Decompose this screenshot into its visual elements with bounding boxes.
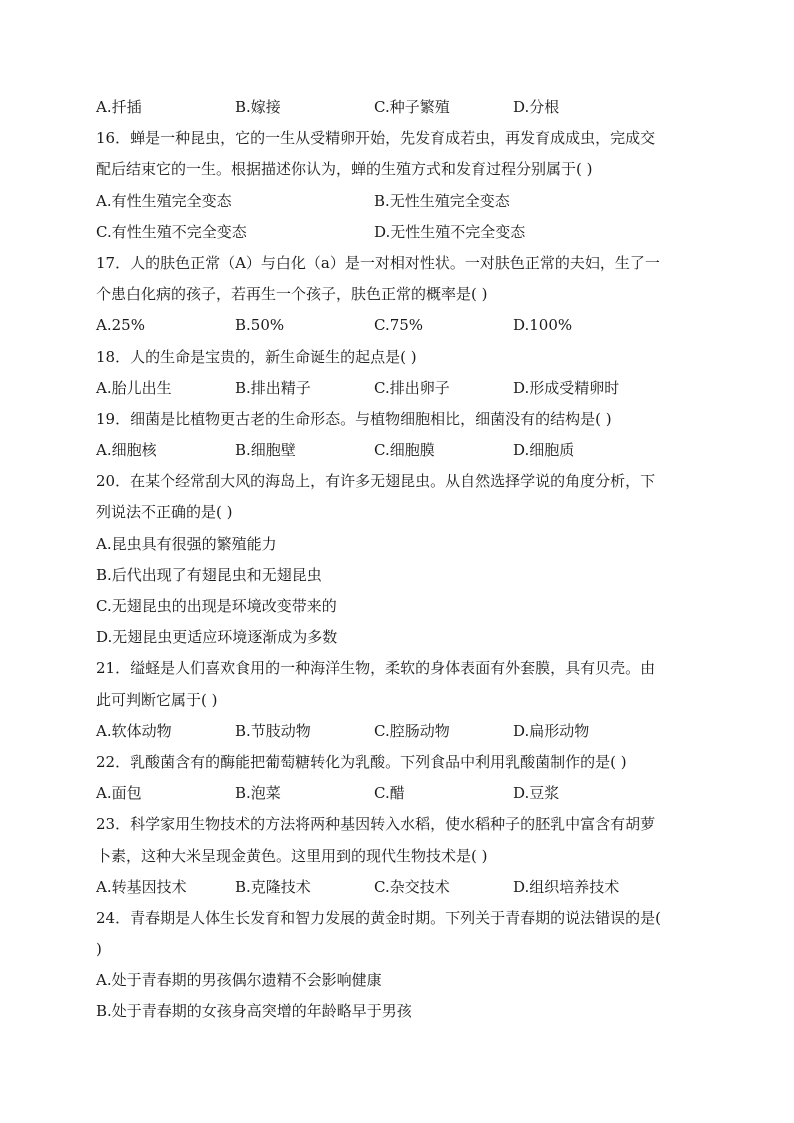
q22-option-b[interactable]: B.泡菜 [235, 784, 281, 803]
q21-options [96, 716, 706, 747]
q19-option-c[interactable]: C.细胞膜 [374, 441, 435, 460]
q22-option-d[interactable]: D.豆浆 [513, 784, 560, 803]
q23-option-a[interactable]: A.转基因技术 [96, 877, 187, 896]
q24-stem-line-1: 24．青春期是人体生长发育和智力发展的黄金时期。下列关于青春期的说法错误的是( [96, 908, 661, 927]
q21-option-b[interactable]: B.节肢动物 [235, 721, 311, 740]
q19-option-b[interactable]: B.细胞壁 [235, 441, 296, 460]
q18-option-b[interactable]: B.排出精子 [235, 378, 311, 397]
q17-option-c[interactable]: C.75% [374, 316, 424, 335]
q23-option-c[interactable]: C.杂交技术 [374, 877, 450, 896]
q20-option-c[interactable]: C.无翅昆虫的出现是环境改变带来的 [96, 597, 337, 615]
q17-option-b[interactable]: B.50% [235, 316, 285, 335]
q16-option-c[interactable]: C.有性生殖不完全变态 [96, 222, 247, 241]
q24-stem-line-2: ) [96, 940, 102, 959]
q22-stem-line-1: 22．乳酸菌含有的酶能把葡萄糖转化为乳酸。下列食品中利用乳酸菌制作的是( ) [96, 752, 627, 771]
q22-options [96, 778, 706, 809]
q20-option-b[interactable]: B.后代出现了有翅昆虫和无翅昆虫 [96, 565, 322, 584]
q21-option-a[interactable]: A.软体动物 [96, 721, 172, 740]
q18-option-d[interactable]: D.形成受精卵时 [513, 378, 620, 397]
q20-stem-line-2: 列说法不正确的是( ) [96, 503, 233, 522]
q23-stem-line-1: 23．科学家用生物技术的方法将两种基因转入水稻，使水稻种子的胚乳中富含有胡萝 [96, 815, 656, 834]
q20-option-d[interactable]: D.无翅昆虫更适应环境逐渐成为多数 [96, 628, 338, 647]
q20-option-a[interactable]: A.昆虫具有很强的繁殖能力 [96, 534, 277, 553]
q23-option-d[interactable]: D.组织培养技术 [513, 877, 620, 896]
q21-stem-line-1: 21．缢蛏是人们喜欢食用的一种海洋生物，柔软的身体表面有外套膜，具有贝壳。由 [96, 659, 656, 678]
q17-option-d[interactable]: D.100% [513, 316, 573, 335]
q19-option-a[interactable]: A.细胞核 [96, 441, 157, 460]
q16-stem-line-1: 16．蝉是一种昆虫，它的一生从受精卵开始，先发育成若虫，再发育成成虫，完成交 [96, 129, 656, 148]
q15-option-a[interactable]: A.扦插 [96, 98, 142, 116]
q24-option-b[interactable]: B.处于青春期的女孩身高突增的年龄略早于男孩 [96, 1002, 412, 1021]
q23-stem-line-2: 卜素，这种大米呈现金黄色。这里用到的现代生物技术是( ) [96, 846, 488, 865]
q19-option-d[interactable]: D.细胞质 [513, 441, 575, 460]
q19-stem-line-1: 19．细菌是比植物更古老的生命形态。与植物细胞相比，细菌没有的结构是( ) [96, 409, 612, 428]
q19-options [96, 435, 706, 466]
q16-option-a[interactable]: A.有性生殖完全变态 [96, 191, 232, 210]
q18-stem-line-1: 18．人的生命是宝贵的，新生命诞生的起点是( ) [96, 347, 417, 366]
q15-option-b[interactable]: B.嫁接 [235, 98, 281, 116]
q15-option-c[interactable]: C.种子繁殖 [374, 98, 450, 116]
q21-option-c[interactable]: C.腔肠动物 [374, 721, 450, 740]
q16-option-b[interactable]: B.无性生殖完全变态 [374, 191, 510, 210]
q22-option-a[interactable]: A.面包 [96, 784, 142, 803]
q17-option-a[interactable]: A.25% [96, 316, 145, 335]
q23-options [96, 872, 706, 903]
q22-option-c[interactable]: C.醋 [374, 784, 405, 803]
q16-options-row-1 [96, 186, 706, 217]
q16-stem-line-2: 配后结束它的一生。根据描述你认为，蝉的生殖方式和发育过程分别属于( ) [96, 160, 593, 179]
q15-options [96, 92, 706, 123]
q21-stem-line-2: 此可判断它属于( ) [96, 690, 218, 709]
q21-option-d[interactable]: D.扁形动物 [513, 721, 590, 740]
q16-option-d[interactable]: D.无性生殖不完全变态 [374, 222, 526, 241]
q17-stem-line-2: 个患白化病的孩子，若再生一个孩子，肤色正常的概率是( ) [96, 285, 488, 304]
q16-options-row-2 [96, 217, 706, 248]
q18-options [96, 373, 706, 404]
q17-options [96, 310, 706, 341]
q15-option-d[interactable]: D.分根 [513, 98, 560, 116]
exam-page [96, 92, 706, 1028]
q23-option-b[interactable]: B.克隆技术 [235, 877, 311, 896]
q24-option-a[interactable]: A.处于青春期的男孩偶尔遗精不会影响健康 [96, 971, 382, 990]
q18-option-a[interactable]: A.胎儿出生 [96, 378, 172, 397]
q18-option-c[interactable]: C.排出卵子 [374, 378, 450, 397]
q17-stem-line-1: 17．人的肤色正常（A）与白化（a）是一对相对性状。一对肤色正常的夫妇，生了一 [96, 253, 660, 272]
q20-stem-line-1: 20．在某个经常刮大风的海岛上，有许多无翅昆虫。从自然选择学说的角度分析，下 [96, 472, 656, 491]
